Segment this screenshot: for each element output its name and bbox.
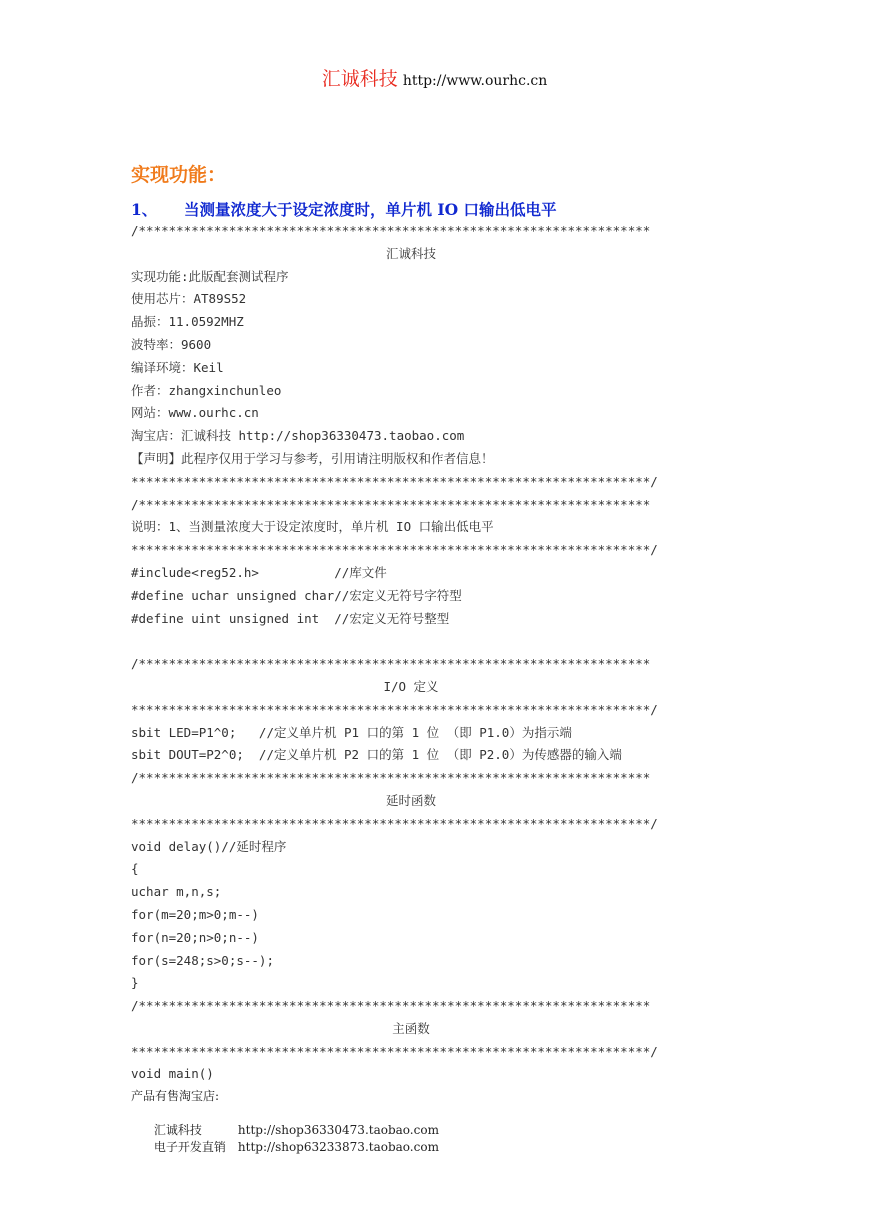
header-url[interactable]: http://www.ourhc.cn — [402, 73, 548, 89]
code-line: /******************************************************************** — [131, 223, 651, 238]
section-title: 实现功能： — [131, 164, 227, 186]
footer-shop-name: 电子开发直销 — [153, 1140, 226, 1154]
code-line: for(n=20;n>0;n--) — [131, 929, 259, 945]
code-line: uchar m,n,s; — [131, 884, 222, 900]
code-line: #include<reg52.h> //库文件 — [131, 564, 387, 580]
code-line: 淘宝店：汇诚科技 http://shop36330473.taobao.com — [131, 428, 465, 444]
footer-title: 产品有售淘宝店: — [131, 1089, 220, 1103]
code-line: 使用芯片：AT89S52 — [131, 291, 247, 307]
header-brand: 汇诚科技 — [321, 68, 398, 90]
code-line: *********************************************************************/ — [131, 701, 658, 717]
code-line: *********************************************************************/ — [131, 1043, 658, 1059]
code-line: 延时函数 — [385, 792, 436, 808]
code-line: void main() — [131, 1066, 214, 1082]
footer-shop-name: 汇诚科技 — [153, 1123, 202, 1137]
code-block — [131, 220, 691, 1086]
code-line: 编译环境：Keil — [131, 359, 224, 375]
code-line: #define uchar unsigned char//宏定义无符号字符型 — [131, 587, 462, 603]
code-line: sbit DOUT=P2^0; //定义单片机 P2 口的第 1 位 （即 P2.0）为传感器的输入端 — [131, 747, 622, 763]
code-line: /******************************************************************** — [131, 656, 651, 672]
footer-shop-line — [131, 1105, 439, 1137]
code-line: 波特率：9600 — [131, 336, 212, 352]
code-line: /******************************************************************** — [131, 998, 651, 1014]
code-line: 晶振：11.0592MHZ — [131, 314, 244, 330]
code-line: { — [131, 861, 139, 877]
footer-shop-url[interactable]: http://shop36330473.taobao.com — [237, 1123, 439, 1137]
feature-item-text: 当测量浓度大于设定浓度时，单片机 IO 口输出低电平 — [184, 200, 557, 219]
code-line — [131, 630, 691, 653]
page-footer — [131, 1088, 439, 1154]
code-line: 说明：1、当测量浓度大于设定浓度时，单片机 IO 口输出低电平 — [131, 519, 494, 535]
code-line: 汇诚科技 — [385, 245, 436, 261]
code-line: *********************************************************************/ — [131, 815, 658, 831]
code-line: /******************************************************************** — [131, 770, 651, 786]
code-line: 作者：zhangxinchunleo — [131, 382, 282, 398]
code-line: for(s=248;s>0;s--); — [131, 952, 274, 968]
code-line: 主函数 — [392, 1020, 430, 1036]
code-line: for(m=20;m>0;m--) — [131, 906, 259, 922]
code-line: 【声明】此程序仅用于学习与参考，引用请注明版权和作者信息！ — [131, 450, 494, 466]
code-line: 网站：www.ourhc.cn — [131, 405, 259, 421]
code-line: *********************************************************************/ — [131, 473, 658, 489]
feature-item — [131, 198, 557, 220]
code-line: sbit LED=P1^0; //定义单片机 P1 口的第 1 位 （即 P1.0）为指示端 — [131, 724, 572, 740]
code-line: 实现功能:此版配套测试程序 — [131, 268, 289, 284]
footer-shop-url[interactable]: http://shop63233873.taobao.com — [237, 1140, 439, 1154]
code-line: I/O 定义 — [383, 678, 439, 694]
feature-item-number: 1、 — [131, 200, 158, 219]
page-header — [0, 64, 869, 91]
code-line: *********************************************************************/ — [131, 542, 658, 558]
code-line: #define uint unsigned int //宏定义无符号整型 — [131, 610, 450, 626]
code-line: void delay()//延时程序 — [131, 838, 287, 854]
code-line: /******************************************************************** — [131, 496, 651, 512]
code-line: } — [131, 975, 139, 991]
